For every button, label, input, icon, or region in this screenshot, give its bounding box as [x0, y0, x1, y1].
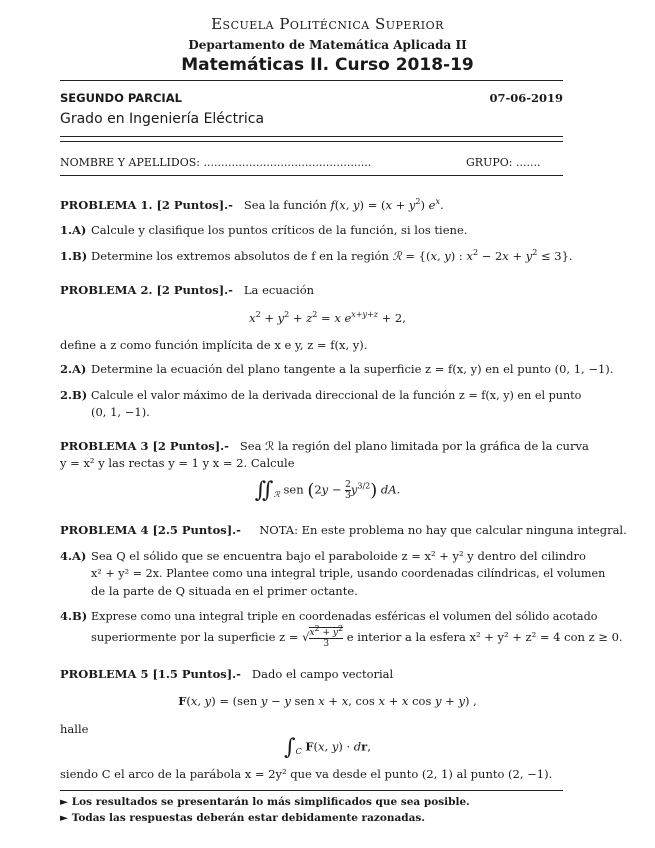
footer-note-1: ► Los resultados se presentarán lo más simplificados que sea posible. — [60, 796, 470, 808]
problem-4a-label: 4.A) — [60, 549, 87, 563]
group-field[interactable] — [466, 155, 540, 170]
problem-4a-text-2: x² + y² = 2x. Plantee como una integral triple, usando coordenadas cilíndricas, el volumen — [91, 567, 606, 580]
problem-1-heading: PROBLEMA 1. [2 Puntos].- Sea la función f(x, $y) = (x + y^2)$ $e^x$. — [60, 197, 444, 212]
degree-rule-1 — [60, 136, 563, 137]
problem-1b-label: 1.B) — [60, 249, 88, 263]
problem-3-intro-2: y = x² y las rectas y = 1 y x = 2. Calcule — [60, 456, 295, 470]
name-rule — [60, 175, 563, 176]
problem-4b-text-1: Exprese como una integral triple en coordenadas esféricas el volumen del sólido acotado — [91, 610, 598, 623]
school-name: Escuela Politécnica Superior — [211, 15, 444, 33]
exam-date: 07-06-2019 — [489, 91, 563, 105]
problem-4b-text-2: superiormente por la superficie z = √ $\frac{x^2 + y^2}{3}$ e interior a la esfera x² + y² + z² = 4 con z ≥ 0. — [91, 624, 623, 649]
course-title: Matemáticas II. Curso 2018-19 — [181, 55, 474, 75]
footer-rule — [60, 790, 563, 791]
exam-type: SEGUNDO PARCIAL — [60, 91, 182, 105]
problem-2a-text: Determine la ecuación del plano tangente a la superficie z = f(x, y) en el punto (0, 1, −1). — [91, 362, 614, 376]
footer-note-2: ► Todas las respuestas deberán estar debidamente razonadas. — [60, 812, 425, 824]
problem-1a-text: Calcule y clasifique los puntos críticos de la función, si los tiene. — [91, 223, 468, 237]
problem-5-field: F(x, y) = (sen y − y sen x + x, cos x + x cos y + y) , — [178, 694, 477, 708]
problem-3-heading: PROBLEMA 3 [2 Puntos].- Sea ℛ la región del plano limitada por la gráfica de la curva — [60, 439, 589, 453]
problem-1b-text: Determine los extremos absolutos de f en la región ℛ = {(x, y) : $x^2 - 2x + y^2 \le 3$}. — [91, 248, 573, 263]
problem-5-after: siendo C el arco de la parábola x = 2y² que va desde el punto (2, 1) al punto (2, −1). — [60, 767, 553, 781]
problem-5-heading: PROBLEMA 5 [1.5 Puntos].- Dado el campo vectorial — [60, 667, 394, 681]
group-label: GRUPO: — [466, 156, 513, 169]
header-rule — [60, 80, 563, 81]
problem-4a-text-1: Sea Q el sólido que se encuentra bajo el paraboloide z = x² + y² y dentro del cilindro — [91, 549, 586, 563]
name-label: NOMBRE Y APELLIDOS: — [60, 156, 200, 169]
problem-1a-label: 1.A) — [60, 223, 87, 237]
problem-2b-text-1: Calcule el valor máximo de la derivada direccional de la función z = f(x, y) en el punto — [91, 389, 582, 402]
bullet-icon: ► — [60, 812, 69, 824]
degree-rule-2 — [60, 141, 563, 142]
bullet-icon: ► — [60, 796, 69, 808]
problem-4-heading: PROBLEMA 4 [2.5 Puntos].- NOTA: En este problema no hay que calcular ninguna integral. — [60, 523, 627, 537]
problem-2-equation: $x^2 + y^2 + z^2 = x$ $e^{x+y+z} + 2$, — [249, 310, 406, 325]
department-name: Departamento de Matemática Aplicada II — [188, 38, 467, 52]
problem-4b-label: 4.B) — [60, 609, 88, 623]
problem-2a-label: 2.A) — [60, 362, 87, 376]
problem-5-halle: halle — [60, 722, 89, 736]
problem-2-heading: PROBLEMA 2. [2 Puntos].- La ecuación — [60, 283, 315, 297]
problem-2-after: define a z como función implícita de x e y, z = f(x, y). — [60, 338, 368, 352]
problem-2b-label: 2.B) — [60, 388, 88, 402]
name-dots: ................................................ — [203, 156, 372, 169]
group-dots: ....... — [515, 156, 541, 169]
degree-name: Grado en Ingeniería Eléctrica — [60, 111, 265, 127]
name-field[interactable] — [60, 155, 371, 170]
problem-4a-text-3: de la parte de Q situada en el primer octante. — [91, 584, 358, 598]
problem-2b-text-2: (0, 1, −1). — [91, 405, 150, 419]
problem-5-integral: $\int_C$ F(x, y) · dr, — [284, 735, 371, 760]
problem-3-integral: $∬_ℛ$ sen (2y − $\frac{2}{3}$ $y^{3/2}$) dA. — [254, 478, 401, 503]
